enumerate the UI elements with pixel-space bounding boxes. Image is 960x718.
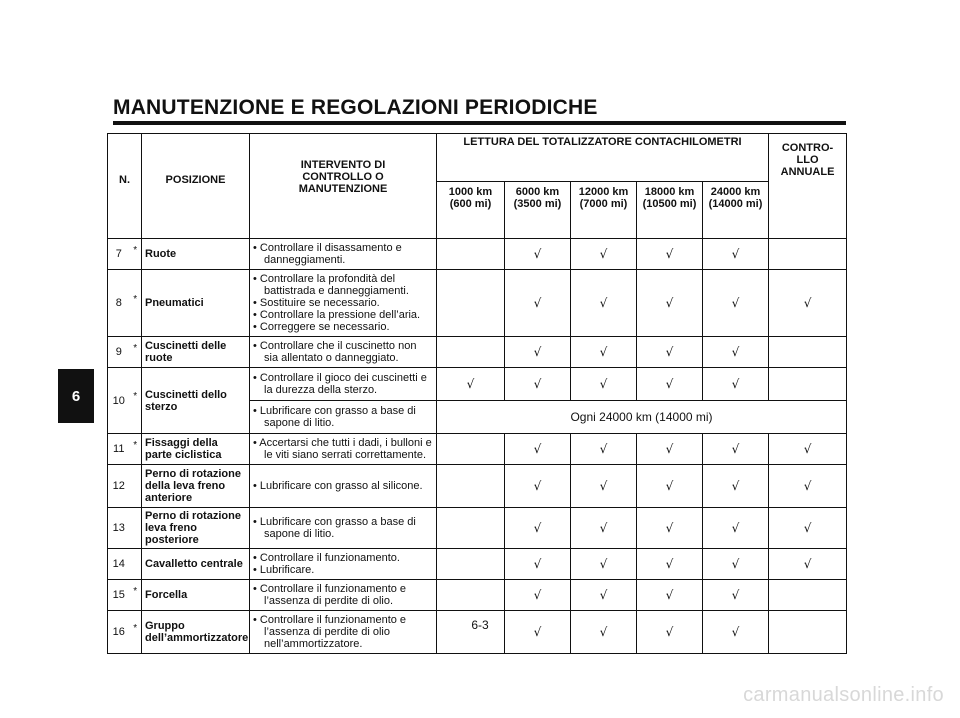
row-actions [250,337,437,368]
interval-check-cell [505,508,571,549]
row-star [130,337,142,368]
interval-check-cell [505,368,571,401]
action-line: • Controllare che il cuscinetto non sia allentato o danneggiato. [253,340,417,364]
action-line: • Controllare il funzionamento e l’assenza di perdite di olio nell’ammortizzatore. [253,614,407,650]
action-line: • Controllare la profondità del battistrada e danneggiamenti. [253,273,409,297]
interval-header-1 [505,181,571,238]
check-mark: √ [599,521,608,535]
table-row [108,465,847,508]
interval-mi: (7000 mi) [579,197,628,210]
action-line: • Controllare il funzionamento e l’assenza di perdite di olio. [253,583,407,607]
check-mark: √ [533,521,542,535]
check-mark: √ [533,625,542,639]
action-line: • Lubrificare con grasso a base di sapone di litio. [253,516,416,540]
star-mark: * [133,342,138,354]
check-mark: √ [803,296,812,310]
row-number: 14 [108,549,130,580]
page-number: 6-3 [471,618,489,632]
interval-check-cell [637,508,703,549]
check-mark: √ [599,588,608,602]
row-actions [250,239,437,270]
check-mark: √ [665,521,674,535]
interval-header-4 [703,181,769,238]
check-mark: √ [665,296,674,310]
interval-check-cell [703,611,769,654]
check-mark: √ [665,345,674,359]
interval-check-cell [437,508,505,549]
row-star [130,465,142,508]
interval-check-cell [703,465,769,508]
interval-header-3 [637,181,703,238]
check-mark: √ [599,247,608,261]
row-position: Perno di rotazione della leva freno anteriore [142,465,250,508]
interval-km: 1000 km [448,185,493,198]
interval-check-cell [437,239,505,270]
action-line: • Controllare la pressione dell’aria. [253,309,421,321]
interval-header-2 [571,181,637,238]
check-mark: √ [466,377,475,391]
interval-check-cell [437,434,505,465]
row-position: Perno di rotazione leva freno posteriore [142,508,250,549]
table-header-row [108,134,847,182]
header-annual: CONTRO-LLO ANNUALE [769,134,847,239]
table-row [108,549,847,580]
check-mark: √ [731,521,740,535]
interval-check-cell [637,580,703,611]
interval-check-cell [571,270,637,337]
row-actions [250,549,437,580]
interval-check-cell [437,580,505,611]
section-tab: 6 [58,369,94,423]
row-number: 7 [108,239,130,270]
row-actions [250,401,437,434]
annual-check-cell [769,239,847,270]
title-underline [113,121,846,125]
check-mark: √ [665,588,674,602]
row-number: 15 [108,580,130,611]
interval-check-cell [437,270,505,337]
interval-check-cell [437,337,505,368]
check-mark: √ [665,442,674,456]
row-number: 9 [108,337,130,368]
interval-note: Ogni 24000 km (14000 mi) [437,401,847,434]
check-mark: √ [731,442,740,456]
check-mark: √ [731,557,740,571]
check-mark: √ [803,557,812,571]
annual-check-cell [769,368,847,401]
row-number: 8 [108,270,130,337]
interval-check-cell [637,434,703,465]
interval-check-cell [571,368,637,401]
table-row [108,611,847,654]
annual-check-cell [769,549,847,580]
interval-check-cell [437,465,505,508]
interval-check-cell [637,611,703,654]
check-mark: √ [665,557,674,571]
row-actions [250,465,437,508]
check-mark: √ [533,442,542,456]
table-row [108,239,847,270]
check-mark: √ [731,377,740,391]
table-row [108,434,847,465]
row-actions [250,611,437,654]
interval-check-cell [637,368,703,401]
row-position: Cuscinetti delle ruote [142,337,250,368]
check-mark: √ [731,296,740,310]
star-mark: * [133,439,138,451]
annual-check-cell [769,434,847,465]
header-intervention: INTERVENTO DI CONTROLLO O MANUTENZIONE [250,134,437,239]
interval-header-0 [437,181,505,238]
interval-check-cell [505,611,571,654]
row-actions [250,434,437,465]
annual-check-cell [769,580,847,611]
check-mark: √ [731,588,740,602]
check-mark: √ [533,345,542,359]
page-title: MANUTENZIONE E REGOLAZIONI PERIODICHE [113,96,598,119]
row-position: Cavalletto centrale [142,549,250,580]
header-reading: LETTURA DEL TOTALIZZATORE CONTACHILOMETRI [437,134,769,182]
action-line: • Lubrificare con grasso al silicone. [253,480,423,492]
check-mark: √ [665,479,674,493]
star-mark: * [133,391,138,402]
star-mark: * [133,293,138,305]
annual-check-cell [769,465,847,508]
check-mark: √ [803,442,812,456]
check-mark: √ [665,247,674,261]
interval-mi: (10500 mi) [642,197,697,210]
row-actions [250,580,437,611]
interval-check-cell [637,239,703,270]
row-star [130,580,142,611]
action-line: • Lubrificare con grasso a base di sapone di litio. [253,405,416,429]
annual-check-cell [769,337,847,368]
row-actions [250,508,437,549]
interval-check-cell [571,611,637,654]
table-row [108,337,847,368]
maintenance-table [107,133,847,654]
interval-check-cell [637,465,703,508]
interval-km: 12000 km [578,185,629,198]
check-mark: √ [533,588,542,602]
interval-check-cell [571,549,637,580]
check-mark: √ [533,479,542,493]
check-mark: √ [599,345,608,359]
check-mark: √ [803,521,812,535]
check-mark: √ [599,377,608,391]
interval-check-cell [571,580,637,611]
star-mark: * [133,622,138,634]
check-mark: √ [731,625,740,639]
row-number: 12 [108,465,130,508]
interval-check-cell [437,549,505,580]
row-actions [250,270,437,337]
check-mark: √ [731,479,740,493]
table-body [108,239,847,654]
row-star [130,434,142,465]
interval-check-cell [571,337,637,368]
row-star [130,239,142,270]
interval-km: 24000 km [710,185,761,198]
interval-km: 6000 km [515,185,560,198]
check-mark: √ [599,296,608,310]
annual-check-cell [769,611,847,654]
check-mark: √ [599,442,608,456]
row-star [130,549,142,580]
row-position: Fissaggi della parte ciclistica [142,434,250,465]
check-mark: √ [803,479,812,493]
interval-check-cell [571,465,637,508]
interval-check-cell [637,270,703,337]
annual-check-cell [769,270,847,337]
annual-check-cell [769,508,847,549]
action-line: • Correggere se necessario. [253,321,390,333]
action-line: • Lubrificare. [253,564,315,576]
interval-check-cell [505,239,571,270]
check-mark: √ [731,345,740,359]
check-mark: √ [533,557,542,571]
check-mark: √ [599,479,608,493]
row-position: Cuscinetti dello sterzo [142,368,250,434]
interval-check-cell [505,270,571,337]
interval-check-cell [637,549,703,580]
interval-check-cell [703,270,769,337]
row-position: Pneumatici [142,270,250,337]
interval-check-cell [571,508,637,549]
check-mark: √ [731,247,740,261]
table-row [108,508,847,549]
interval-km: 18000 km [644,185,695,198]
action-line: • Controllare il disassamento e danneggiamenti. [253,242,402,266]
interval-check-cell [703,337,769,368]
row-star [130,508,142,549]
check-mark: √ [599,625,608,639]
check-mark: √ [599,557,608,571]
row-star [130,611,142,654]
header-position: POSIZIONE [142,134,250,239]
interval-check-cell [703,368,769,401]
row-position: Forcella [142,580,250,611]
interval-mi: (600 mi) [449,197,492,210]
row-star [130,270,142,337]
table-row [108,580,847,611]
interval-check-cell [703,549,769,580]
interval-check-cell [703,508,769,549]
interval-check-cell [505,549,571,580]
interval-check-cell [505,465,571,508]
check-mark: √ [665,377,674,391]
check-mark: √ [665,625,674,639]
interval-check-cell [571,239,637,270]
interval-mi: (14000 mi) [708,197,763,210]
row-number: 10 [108,368,130,434]
check-mark: √ [533,247,542,261]
watermark: carmanualsonline.info [743,684,944,706]
interval-check-cell [571,434,637,465]
interval-check-cell [505,337,571,368]
table-row [108,368,847,401]
interval-check-cell [703,580,769,611]
check-mark: √ [533,377,542,391]
action-line: • Controllare il gioco dei cuscinetti e la durezza della sterzo. [253,372,427,396]
check-mark: √ [533,296,542,310]
interval-check-cell [437,368,505,401]
table-row [108,270,847,337]
interval-check-cell [703,434,769,465]
row-star [130,368,142,434]
interval-check-cell [637,337,703,368]
interval-check-cell [505,580,571,611]
row-position: Gruppo dell’ammortizzatore [142,611,250,654]
star-mark: * [133,244,138,256]
interval-mi: (3500 mi) [513,197,562,210]
row-number: 13 [108,508,130,549]
interval-check-cell [437,611,505,654]
action-line: • Controllare il funzionamento. [253,552,400,564]
row-number: 16 [108,611,130,654]
action-line: • Accertarsi che tutti i dadi, i bulloni e le viti siano serrati correttamente. [253,437,432,461]
row-number: 11 [108,434,130,465]
star-mark: * [133,585,138,597]
row-actions [250,368,437,401]
interval-check-cell [505,434,571,465]
interval-check-cell [703,239,769,270]
row-position: Ruote [142,239,250,270]
header-n: N. [108,134,142,239]
action-line: • Sostituire se necessario. [253,297,380,309]
